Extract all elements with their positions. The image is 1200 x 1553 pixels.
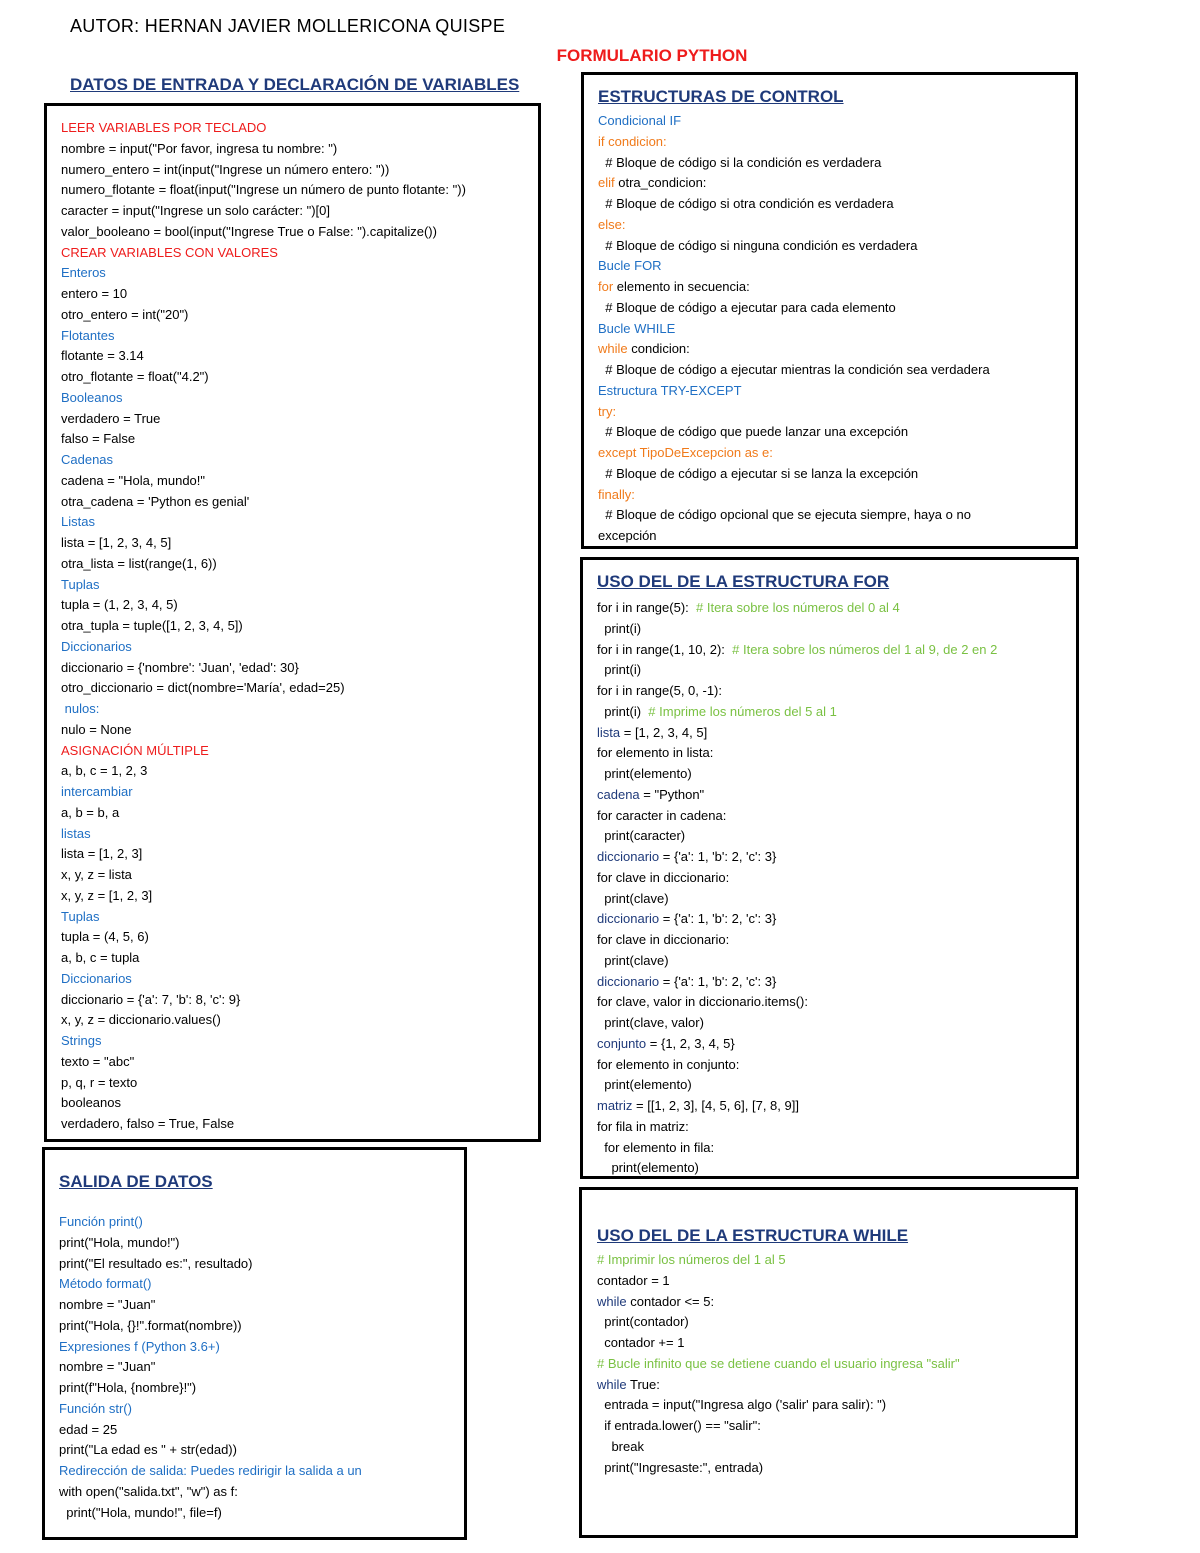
code-line: otro_diccionario = dict(nombre='María', edad=25) <box>61 680 345 696</box>
section-title-output: SALIDA DE DATOS <box>59 1172 213 1191</box>
code-line: diccionario = {'a': 7, 'b': 8, 'c': 9} <box>61 991 241 1007</box>
code-line: print("Ingresaste:", entrada) <box>597 1459 764 1475</box>
code-line: print(elemento) <box>597 1077 692 1093</box>
code-line: for elemento in fila: <box>597 1139 715 1155</box>
code-line: Diccionarios <box>61 638 132 654</box>
code-line: for caracter in cadena: <box>597 807 727 823</box>
code-line: with open("salida.txt", "w") as f: <box>59 1483 238 1499</box>
code-line: otro_entero = int("20") <box>61 306 189 322</box>
code-line-text: diccionario = {'a': 1, 'b': 2, 'c': 3} <box>597 849 777 864</box>
code-line: x, y, z = diccionario.values() <box>61 1012 221 1028</box>
code-line: caracter = input("Ingrese un solo carácter: ")[0] <box>61 203 330 218</box>
code-line-text: diccionario = {'a': 1, 'b': 2, 'c': 3} <box>597 973 777 989</box>
code-line-text: lista = [1, 2, 3, 4, 5] <box>597 724 708 740</box>
code-line <box>597 909 997 930</box>
code-line: if condicion: <box>598 133 667 149</box>
code-line: tupla = (1, 2, 3, 4, 5) <box>61 597 178 613</box>
code-line-text: print(i) # Imprime los números del 5 al 1 <box>597 703 837 719</box>
code-line: print(i) <box>597 620 642 636</box>
code-line: nombre = "Juan" <box>59 1297 156 1312</box>
code-line: # Imprimir los números del 1 al 5 <box>597 1252 786 1267</box>
code-line: except TipoDeExcepcion as e: <box>598 445 773 460</box>
code-line <box>597 972 997 993</box>
code-line-text: matriz = [[1, 2, 3], [4, 5, 6], [7, 8, 9]] <box>597 1098 799 1113</box>
code-line: for clave in diccionario: <box>597 932 730 947</box>
code-line: try: <box>598 403 617 419</box>
code-line: Flotantes <box>61 327 115 343</box>
code-line: nombre = "Juan" <box>59 1359 156 1375</box>
code-line-text: cadena = "Python" <box>597 786 705 802</box>
document-title <box>0 46 1200 66</box>
code-line: print(clave, valor) <box>597 1015 704 1030</box>
code-line: entrada = input("Ingresa algo ('salir' para salir): ") <box>597 1397 887 1413</box>
control-box <box>581 72 1078 549</box>
code-line <box>598 339 990 360</box>
code-line: CREAR VARIABLES CON VALORES <box>61 244 278 260</box>
code-line: otra_cadena = 'Python es genial' <box>61 493 250 509</box>
variables-lines <box>61 118 466 1135</box>
code-line: print(elemento) <box>597 1160 699 1176</box>
code-line-text: for i in range(5): # Itera sobre los números del 0 al 4 <box>597 600 900 615</box>
code-line: # Bloque de código si otra condición es verdadera <box>598 196 894 211</box>
code-line: otra_lista = list(range(1, 6)) <box>61 555 217 571</box>
code-line: print(clave) <box>597 890 669 906</box>
code-line: excepción <box>598 528 657 543</box>
code-line <box>597 598 997 619</box>
code-line: cadena = "Hola, mundo!" <box>61 472 206 488</box>
code-line: Tuplas <box>61 908 100 924</box>
code-line: Método format() <box>59 1276 152 1292</box>
code-line: Expresiones f (Python 3.6+) <box>59 1338 220 1354</box>
code-line: a, b, c = tupla <box>61 950 140 965</box>
code-line: falso = False <box>61 431 136 447</box>
code-line: valor_booleano = bool(input("Ingrese True o False: ").capitalize()) <box>61 223 437 239</box>
code-line: texto = "abc" <box>61 1053 135 1069</box>
code-line: for elemento in conjunto: <box>597 1056 740 1072</box>
code-line: print(caracter) <box>597 828 686 844</box>
code-line-text: while True: <box>597 1376 660 1392</box>
output-box <box>42 1147 467 1540</box>
code-line: x, y, z = lista <box>61 867 132 882</box>
code-line: Bucle WHILE <box>598 320 676 336</box>
code-line: print(elemento) <box>597 766 692 781</box>
code-line: flotante = 3.14 <box>61 348 144 364</box>
code-line: else: <box>598 216 626 232</box>
code-line: Cadenas <box>61 452 114 467</box>
section-title-for: USO DEL DE LA ESTRUCTURA FOR <box>597 572 890 591</box>
code-line: Strings <box>61 1033 102 1048</box>
document-title-text: FORMULARIO PYTHON <box>556 46 748 65</box>
code-line: Bucle FOR <box>598 258 662 274</box>
code-line: nombre = input("Por favor, ingresa tu nombre: ") <box>61 140 338 156</box>
code-line: edad = 25 <box>59 1421 118 1437</box>
code-line: break <box>597 1438 644 1454</box>
code-line <box>597 1034 997 1055</box>
code-line: lista = [1, 2, 3, 4, 5] <box>61 535 172 550</box>
section-title-while: USO DEL DE LA ESTRUCTURA WHILE <box>597 1226 909 1245</box>
code-line: finally: <box>598 486 635 502</box>
code-line: Listas <box>61 514 95 530</box>
while-box <box>579 1187 1078 1538</box>
code-line: # Bloque de código si ninguna condición es verdadera <box>598 237 918 253</box>
code-line: a, b, c = 1, 2, 3 <box>61 763 148 779</box>
code-line: # Bloque de código a ejecutar mientras la condición sea verdadera <box>598 362 990 377</box>
code-line: Redirección de salida: Puedes redirigir la salida a un <box>59 1463 362 1478</box>
code-line <box>597 785 997 806</box>
code-line: # Bucle infinito que se detiene cuando el usuario ingresa "salir" <box>597 1355 960 1371</box>
code-line-text: for elemento in secuencia: <box>598 279 750 294</box>
code-line: # Bloque de código si la condición es verdadera <box>598 154 882 170</box>
code-line <box>597 723 997 744</box>
code-line: print("La edad es " + str(edad)) <box>59 1442 237 1458</box>
code-line <box>597 640 997 661</box>
section-title-variables: DATOS DE ENTRADA Y DECLARACIÓN DE VARIABLES <box>70 75 520 94</box>
for-box <box>580 557 1079 1179</box>
code-line <box>597 1375 960 1396</box>
code-line: # Bloque de código opcional que se ejecuta siempre, haya o no <box>598 507 971 523</box>
code-line: tupla = (4, 5, 6) <box>61 929 149 945</box>
code-line: numero_flotante = float(input("Ingrese un número de punto flotante: ")) <box>61 182 466 198</box>
code-line: otra_tupla = tuple([1, 2, 3, 4, 5]) <box>61 618 243 633</box>
code-line <box>598 173 990 194</box>
code-line: for clave in diccionario: <box>597 869 730 885</box>
author-line: AUTOR: HERNAN JAVIER MOLLERICONA QUISPE <box>70 16 506 36</box>
code-line: if entrada.lower() == "salir": <box>597 1418 761 1433</box>
code-line: a, b = b, a <box>61 804 120 820</box>
code-line: contador = 1 <box>597 1272 670 1288</box>
code-line: Diccionarios <box>61 970 132 986</box>
variables-box <box>44 103 541 1142</box>
code-line <box>598 277 990 298</box>
code-line: nulos: <box>61 701 100 716</box>
code-line-text: for i in range(1, 10, 2): # Itera sobre los números del 1 al 9, de 2 en 2 <box>597 641 998 657</box>
code-line: Enteros <box>61 265 106 281</box>
code-line: for clave, valor in diccionario.items(): <box>597 994 808 1010</box>
code-line <box>597 1292 960 1313</box>
code-line-text: conjunto = {1, 2, 3, 4, 5} <box>597 1035 735 1051</box>
output-lines <box>59 1212 362 1523</box>
code-line: Función str() <box>59 1400 132 1416</box>
code-line: ASIGNACIÓN MÚLTIPLE <box>61 742 209 758</box>
code-line: numero_entero = int(input("Ingrese un número entero: ")) <box>61 161 390 177</box>
code-line-text: elif otra_condicion: <box>598 175 707 191</box>
code-line: contador += 1 <box>597 1335 685 1350</box>
code-line <box>597 1096 997 1117</box>
code-line-text: while condicion: <box>598 341 690 357</box>
code-line: for elemento in lista: <box>597 745 714 761</box>
code-line: print("Hola, mundo!") <box>59 1234 180 1250</box>
code-line: diccionario = {'nombre': 'Juan', 'edad': 30} <box>61 659 299 675</box>
code-line: Booleanos <box>61 389 123 405</box>
code-line: Función print() <box>59 1214 143 1229</box>
code-line: nulo = None <box>61 721 132 737</box>
code-line: print(contador) <box>597 1314 689 1330</box>
code-line: print("Hola, {}!".format(nombre)) <box>59 1317 242 1333</box>
code-line: print("El resultado es:", resultado) <box>59 1255 253 1271</box>
code-line: print(f"Hola, {nombre}!") <box>59 1380 197 1395</box>
control-lines <box>598 111 990 547</box>
code-line: otro_flotante = float("4.2") <box>61 369 209 384</box>
code-line: Condicional IF <box>598 113 682 128</box>
code-line: entero = 10 <box>61 286 128 301</box>
code-line: # Bloque de código a ejecutar para cada elemento <box>598 299 896 315</box>
code-line-text: while contador <= 5: <box>597 1293 715 1309</box>
code-line: for i in range(5, 0, -1): <box>597 683 722 698</box>
code-line: booleanos <box>61 1095 121 1111</box>
code-line: print("Hola, mundo!", file=f) <box>59 1504 222 1520</box>
code-line: LEER VARIABLES POR TECLADO <box>61 120 267 135</box>
code-line: # Bloque de código a ejecutar si se lanza la excepción <box>598 465 919 481</box>
while-lines <box>597 1250 960 1478</box>
code-line: print(i) <box>597 662 642 678</box>
code-line: p, q, r = texto <box>61 1074 138 1090</box>
code-line: verdadero = True <box>61 410 161 426</box>
code-line: verdadero, falso = True, False <box>61 1116 235 1131</box>
code-line: intercambiar <box>61 784 133 799</box>
for-lines <box>597 598 997 1179</box>
code-line: Tuplas <box>61 576 100 592</box>
code-line: lista = [1, 2, 3] <box>61 846 143 862</box>
code-line <box>597 702 997 723</box>
code-line: for fila in matriz: <box>597 1118 689 1134</box>
code-line <box>597 847 997 868</box>
code-line: print(clave) <box>597 952 669 968</box>
code-line: Estructura TRY-EXCEPT <box>598 382 742 398</box>
code-line: # Bloque de código que puede lanzar una excepción <box>598 424 909 440</box>
code-line: x, y, z = [1, 2, 3] <box>61 887 153 903</box>
code-line-text: diccionario = {'a': 1, 'b': 2, 'c': 3} <box>597 911 777 927</box>
section-title-control: ESTRUCTURAS DE CONTROL <box>598 87 844 106</box>
code-line: listas <box>61 825 91 841</box>
